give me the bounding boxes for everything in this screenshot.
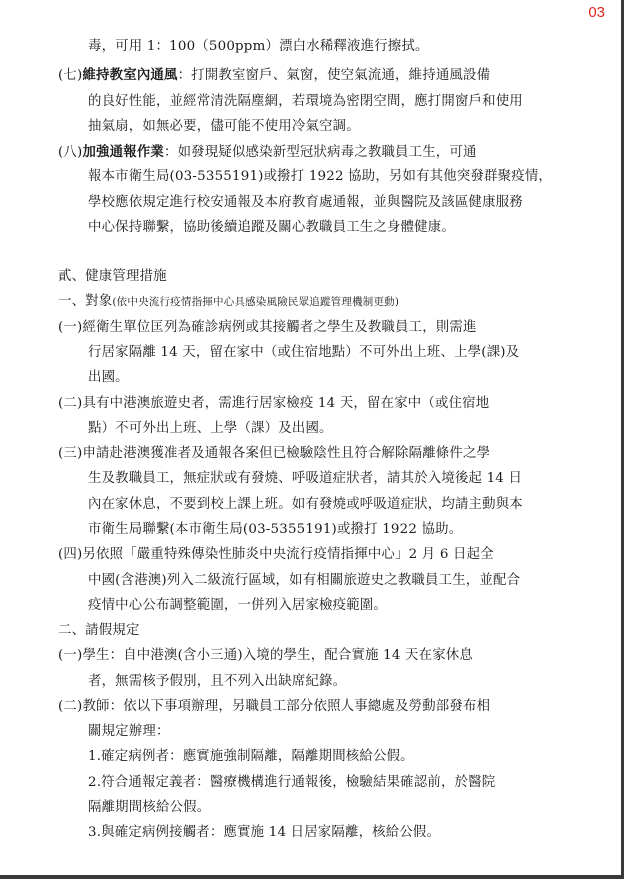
text-line: 報本市衛生局(03-5355191)或撥打 1922 協助，另如有其他突發群聚疫情， (88, 169, 553, 184)
list-item: 2.符合通報定義者：醫療機構進行通報後，檢驗結果確認前，於醫院 (88, 775, 496, 790)
text-line: 內在家休息，不要到校上課上班。如有發燒或呼吸道症狀，均請主動與本 (88, 497, 523, 512)
text-line: (一)經衛生單位匡列為確診病例或其接觸者之學生及教職員工，則需進 (58, 320, 477, 335)
item-prefix: (八) (58, 145, 83, 160)
page-number: 03 (588, 4, 605, 21)
heading-text: 一、對象 (58, 294, 113, 309)
section-heading-8 (58, 143, 477, 162)
item-text: ：打開教室窗戶、氣窗，使空氣流通，維持通風設備 (177, 68, 491, 83)
text-line: 生及教職員工，無症狀或有發燒、呼吸道症狀者，請其於入境後起 14 日 (88, 471, 523, 486)
chapter-heading: 貳、健康管理措施 (58, 269, 167, 284)
list-item: 3.與確定病例接觸者：應實施 14 日居家隔離，核給公假。 (88, 825, 441, 840)
text-line: 出國。 (88, 370, 129, 385)
text-line: 中心保持聯繫，協助後續追蹤及關心教職員工生之身體健康。 (88, 220, 455, 235)
subsection-heading (58, 293, 399, 311)
text-line: 關規定辦理： (88, 724, 170, 739)
list-item: 1.確定病例者：應實施強制隔離，隔離期間核給公假。 (88, 749, 414, 764)
text-line: 行居家隔離 14 天，留在家中（或住宿地點）不可外出上班、上學(課)及 (88, 345, 520, 360)
text-line: 疫情中心公布調整範圍，一併列入居家檢疫範圍。 (88, 598, 387, 613)
section-heading-7 (58, 66, 490, 85)
text-line: (二)具有中港澳旅遊史者，需進行居家檢疫 14 天，留在家中（或住宿地 (58, 396, 490, 411)
item-heading: 加強通報作業 (82, 144, 164, 160)
text-line: 抽氣扇，如無必要，儘可能不使用冷氣空調。 (88, 119, 360, 134)
text-line: 中國(含港澳)列入二級流行區域，如有相關旅遊史之教職員工生，並配合 (88, 573, 521, 588)
text-line: 隔離期間核給公假。 (88, 800, 211, 815)
item-heading: 維持教室內通風 (82, 67, 178, 83)
text-line: (四)另依照「嚴重特殊傳染性肺炎中央流行疫情指揮中心」2 月 6 日起全 (58, 547, 494, 562)
text-line: (一)學生：自中港澳(含小三通)入境的學生，配合實施 14 天在家休息 (58, 648, 473, 663)
item-prefix: (七) (58, 68, 83, 83)
text-line: 點）不可外出上班、上學（課）及出國。 (88, 421, 333, 436)
text-line: 毒，可用 1：100（500ppm）漂白水稀釋液進行擦拭。 (88, 39, 429, 54)
text-line: 的良好性能，並經常清洗隔塵網，若環境為密閉空間，應打開窗戶和使用 (88, 94, 523, 109)
text-line: 者，無需核予假別，且不列入出缺席紀錄。 (88, 674, 347, 689)
text-line: 市衛生局聯繫(本市衛生局(03-5355191)或撥打 1922 協助。 (88, 522, 463, 537)
text-line: (三)申請赴港澳獲准者及通報各案但已檢驗陰性且符合解除隔離條件之學 (58, 446, 491, 461)
heading-note: (依中央流行疫情指揮中心具感染風險民眾追蹤管理機制更動) (112, 296, 400, 308)
text-line: 學校應依規定進行校安通報及本府教育處通報，並與醫院及該區健康服務 (88, 195, 523, 210)
subsection-heading: 二、請假規定 (58, 623, 140, 638)
text-line: (二)教師：依以下事項辦理，另職員工部分依照人事總處及勞動部發布相 (58, 699, 491, 714)
item-text: ：如發現疑似感染新型冠狀病毒之教職員工生，可通 (164, 145, 477, 160)
